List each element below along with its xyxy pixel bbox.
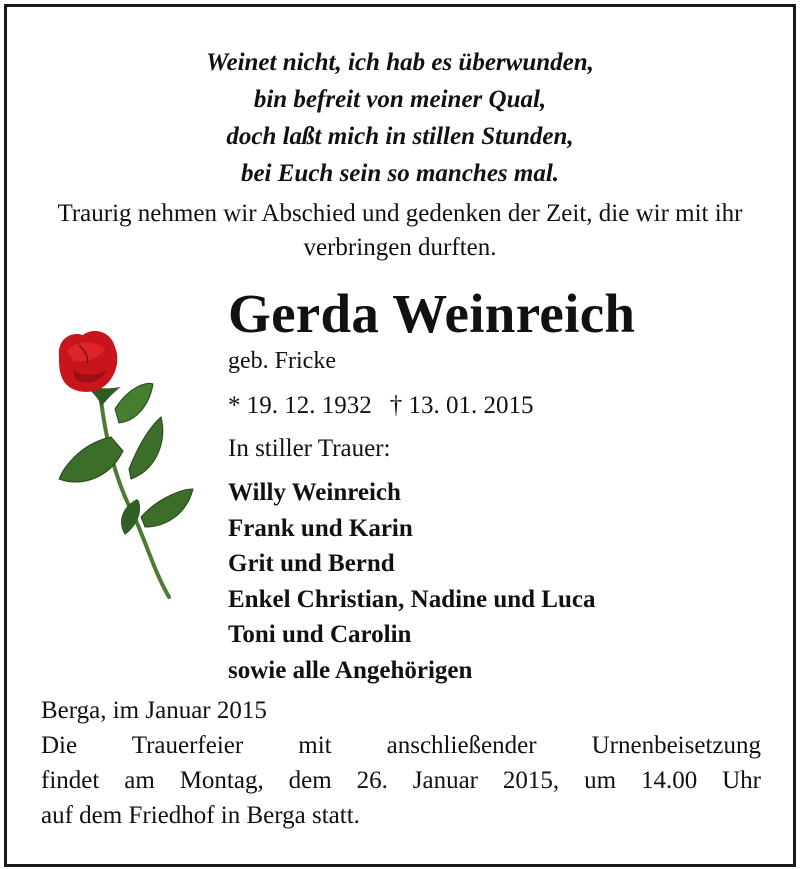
ceremony-line: auf dem Friedhof in Berga statt. bbox=[41, 802, 360, 829]
deceased-name: Gerda Weinreich bbox=[228, 283, 636, 344]
mourner-name: Enkel Christian, Nadine und Luca bbox=[228, 585, 596, 613]
mourner-name: Frank und Karin bbox=[228, 514, 413, 542]
poem-line: bin befreit von meiner Qual, bbox=[253, 86, 547, 113]
mourner-name: Toni und Carolin bbox=[228, 621, 412, 648]
mourners-list bbox=[228, 475, 595, 688]
intro-text: Traurig nehmen wir Abschied und gedenken der Zeit, die wir mit ihr verbringen durften. bbox=[57, 200, 743, 261]
maiden-name: geb. Fricke bbox=[228, 348, 336, 374]
leaf-shape bbox=[129, 417, 163, 479]
footer-text bbox=[41, 693, 761, 833]
poem-line: Weinet nicht, ich hab es überwunden, bbox=[206, 49, 594, 76]
leaf-shape bbox=[121, 499, 140, 535]
leaf-shape bbox=[141, 489, 193, 527]
leaf-shape bbox=[59, 437, 123, 482]
mourner-name: Willy Weinreich bbox=[228, 479, 401, 506]
poem-line: bei Euch sein so manches mal. bbox=[240, 160, 560, 187]
death-date: † 13. 01. 2015 bbox=[389, 392, 534, 419]
place-date: Berga, im Januar 2015 bbox=[41, 697, 267, 724]
ceremony-line: Die Trauerfeier mit anschließender Urnenbeisetzung bbox=[41, 732, 761, 759]
ceremony-line: findet am Montag, dem 26. Januar 2015, um 14.00 Uhr bbox=[41, 767, 761, 794]
mourners-heading: In stiller Trauer: bbox=[228, 435, 391, 462]
rose-icon bbox=[49, 329, 199, 604]
rose-bloom bbox=[59, 331, 118, 392]
life-dates bbox=[228, 389, 534, 423]
mourner-name: sowie alle Angehörigen bbox=[228, 656, 473, 684]
poem-line: doch laßt mich in stillen Stunden, bbox=[226, 123, 574, 150]
leaf-shape bbox=[115, 383, 153, 423]
obituary-notice bbox=[4, 4, 796, 867]
birth-date: * 19. 12. 1932 bbox=[228, 392, 372, 419]
poem bbox=[7, 44, 793, 192]
mourner-name: Grit und Bernd bbox=[228, 550, 395, 577]
